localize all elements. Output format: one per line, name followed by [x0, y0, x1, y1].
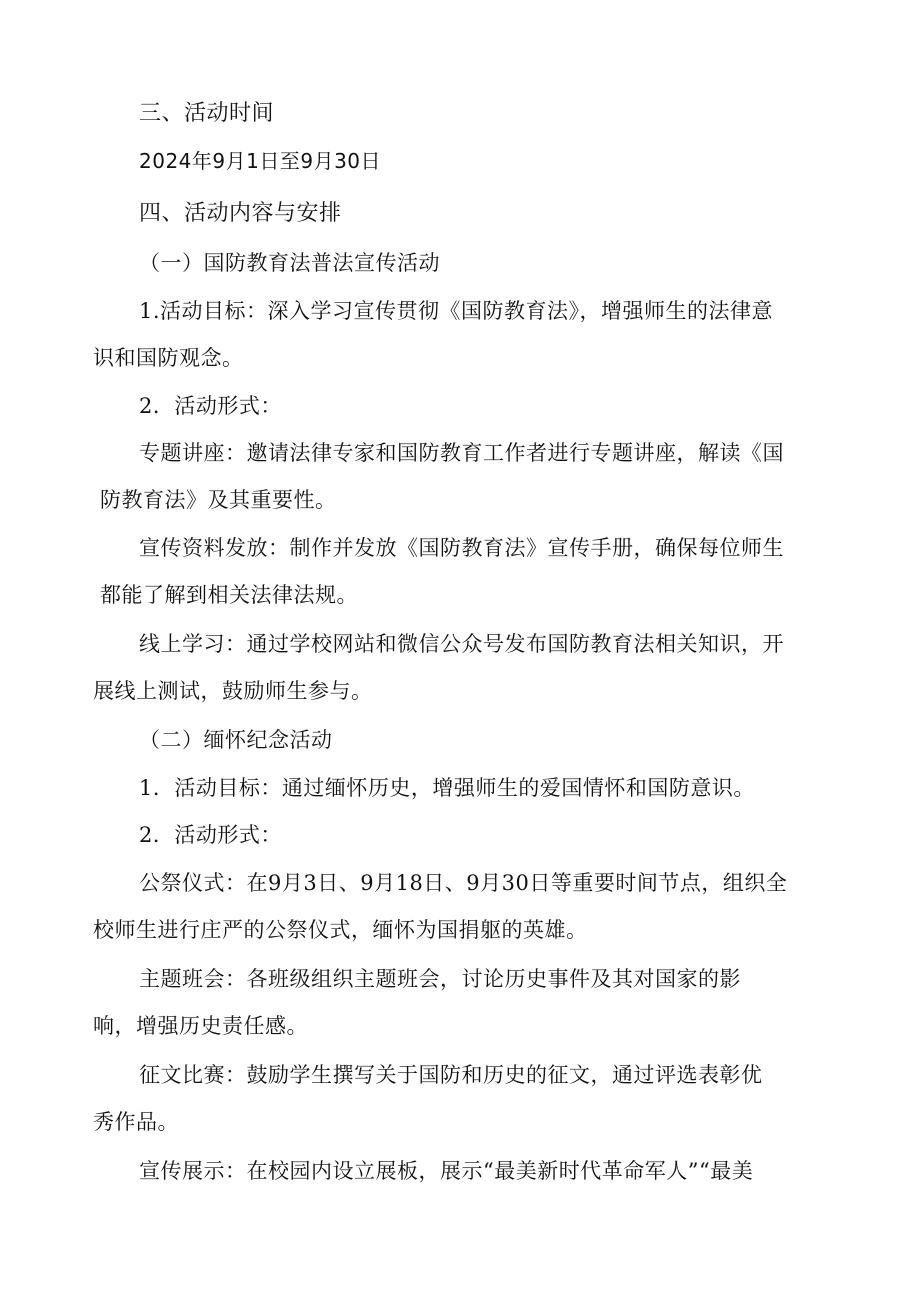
part-1-title: （一）国防教育法普法宣传活动 — [139, 251, 440, 275]
activity-date: 2024年9月1日至9月30日 — [139, 149, 382, 173]
class-meeting-line-1: 主题班会：各班级组织主题班会，讨论历史事件及其对国家的影 — [139, 967, 741, 991]
ceremony-line-2: 校师生进行庄严的公祭仪式，缅怀为国捐躯的英雄。 — [93, 918, 588, 942]
lecture-line-1: 专题讲座：邀请法律专家和国防教育工作者进行专题讲座，解读《国 — [139, 441, 784, 465]
online-line-1: 线上学习：通过学校网站和微信公众号发布国防教育法相关知识，开 — [139, 632, 784, 656]
online-line-2: 展线上测试，鼓励师生参与。 — [93, 679, 373, 703]
display-line-1: 宣传展示：在校园内设立展板，展示“最美新时代革命军人”“最美 — [139, 1159, 754, 1183]
part-2-title: （二）缅怀纪念活动 — [139, 728, 333, 752]
part-2-goal: 1．活动目标：通过缅怀历史，增强师生的爱国情怀和国防意识。 — [139, 776, 755, 800]
part-2-form-label: 2．活动形式： — [139, 823, 282, 847]
ceremony-line-1: 公祭仪式：在9月3日、9月18日、9月30日等重要时间节点，组织全 — [139, 871, 788, 895]
materials-line-1: 宣传资料发放：制作并发放《国防教育法》宣传手册，确保每位师生 — [139, 536, 784, 560]
part-1-goal-line-1: 1.活动目标：深入学习宣传贯彻《国防教育法》，增强师生的法律意 — [139, 299, 774, 323]
materials-line-2: 都能了解到相关法律法规。 — [100, 583, 358, 607]
section-4-heading: 四、活动内容与安排 — [139, 201, 342, 226]
section-3-heading: 三、活动时间 — [139, 101, 275, 126]
class-meeting-line-2: 响，增强历史责任感。 — [93, 1014, 308, 1038]
essay-line-2: 秀作品。 — [93, 1110, 179, 1134]
part-1-goal-line-2: 识和国防观念。 — [93, 346, 244, 370]
part-1-form-label: 2．活动形式： — [139, 394, 282, 418]
essay-line-1: 征文比赛：鼓励学生撰写关于国防和历史的征文，通过评选表彰优 — [139, 1063, 763, 1087]
lecture-line-2: 防教育法》及其重要性。 — [100, 488, 337, 512]
